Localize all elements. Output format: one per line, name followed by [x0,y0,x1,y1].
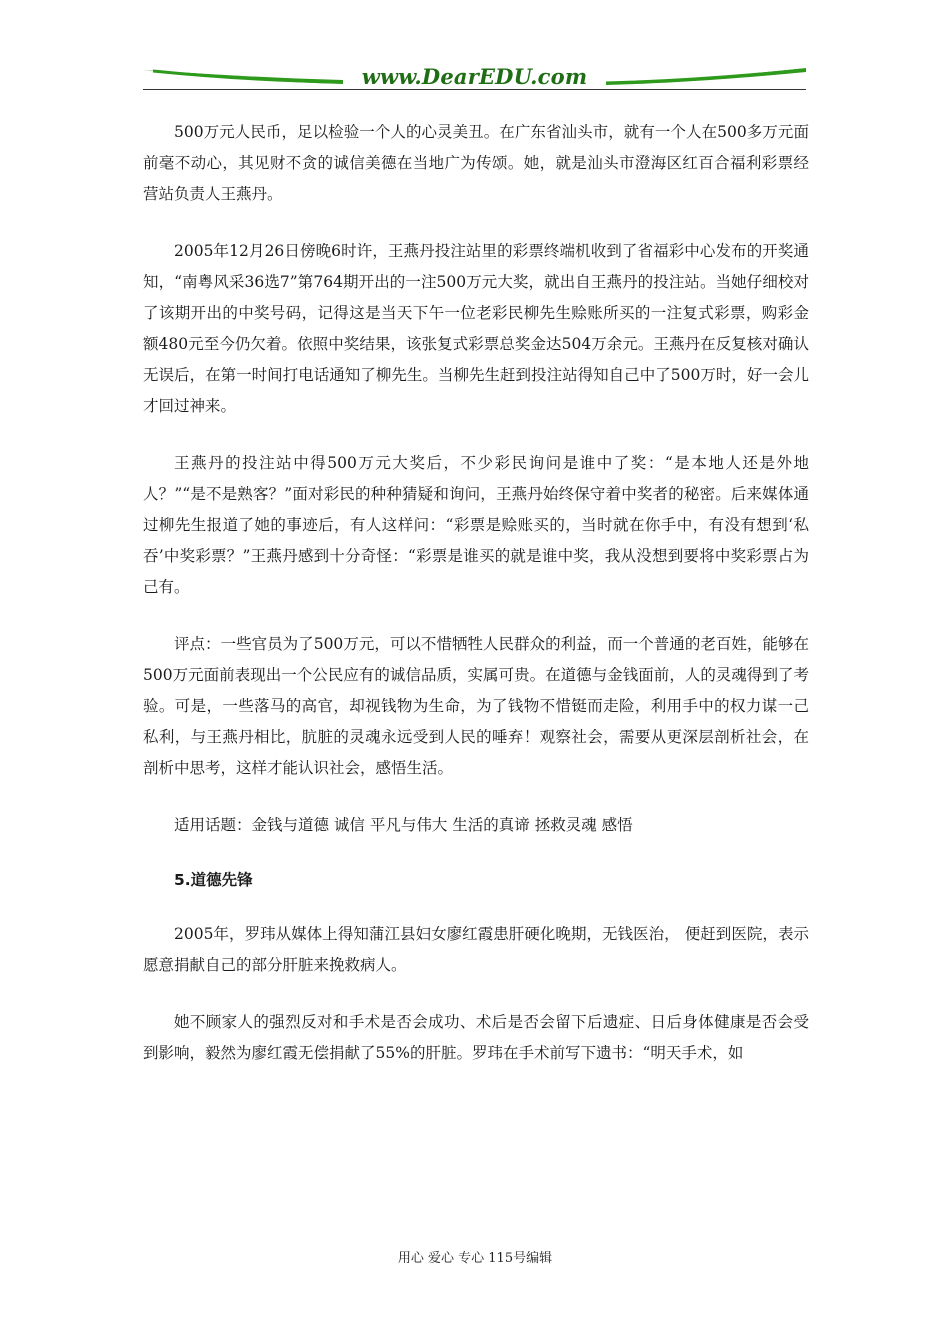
article-body [143,117,809,1095]
page-footer: 用心 爱心 专心 115号编辑 [397,1251,553,1266]
paragraph: 她不顾家人的强烈反对和手术是否会成功、术后是否会留下后遗症、日后身体健康是否会受到影响，毅然为廖红霞无偿捐献了55%的肝脏。罗玮在手术前写下遗书：“明天手术，如 [143,1013,809,1062]
paragraph: 2005年，罗玮从媒体上得知蒲江县妇女廖红霞患肝硬化晚期，无钱医治， 便赶到医院，表示愿意捐献自己的部分肝脏来挽救病人。 [143,925,809,974]
topics-line: 适用话题：金钱与道德 诚信 平凡与伟大 生活的真谛 拯救灵魂 感悟 [174,816,633,834]
header-divider [143,89,806,90]
paragraph: 500万元人民币，足以检验一个人的心灵美丑。在广东省汕头市，就有一个人在500多万元面前毫不动心，其见财不贪的诚信美德在当地广为传颂。她，就是汕头市澄海区红百合福利彩票经营站负责人王燕丹。 [143,123,809,203]
paragraph: 2005年12月26日傍晚6时许，王燕丹投注站里的彩票终端机收到了省福彩中心发布的开奖通知，“南粤风采36选7”第764期开出的一注500万元大奖，就出自王燕丹的投注站。当她仔细校对了该期开出的中奖号码，记得这是当天下午一位老彩民柳先生赊账所买的一注复式彩票，购彩金额480元至今仍欠着。依照中奖结果，该张复式彩票总奖金达504万余元。王燕丹在反复核对确认无误后，在第一时间打电话通知了柳先生。当柳先生赶到投注站得知自己中了500万时，好一会儿才回过神来。 [143,242,809,415]
section-heading: 5.道德先锋 [174,871,253,889]
site-header [143,62,806,92]
site-logo-text: www.DearEDU.com [361,64,588,89]
paragraph: 王燕丹的投注站中得500万元大奖后，不少彩民询问是谁中了奖：“是本地人还是外地人？”“是不是熟客？”面对彩民的种种猜疑和询问，王燕丹始终保守着中奖者的秘密。后来媒体通过柳先生报道了她的事迹后，有人这样问：“彩票是赊账买的，当时就在你手中，有没有想到‘私吞’中奖彩票？”王燕丹感到十分奇怪：“彩票是谁买的就是谁中奖，我从没想到要将中奖彩票占为己有。 [143,454,809,596]
paragraph: 评点：一些官员为了500万元，可以不惜牺牲人民群众的利益，而一个普通的老百姓，能够在500万元面前表现出一个公民应有的诚信品质，实属可贵。在道德与金钱面前，人的灵魂得到了考验。可是，一些落马的高官，却视钱物为生命，为了钱物不惜铤而走险，利用手中的权力谋一己私利，与王燕丹相比，肮脏的灵魂永远受到人民的唾弃！观察社会，需要从更深层剖析社会，在剖析中思考，这样才能认识社会，感悟生活。 [143,635,809,777]
